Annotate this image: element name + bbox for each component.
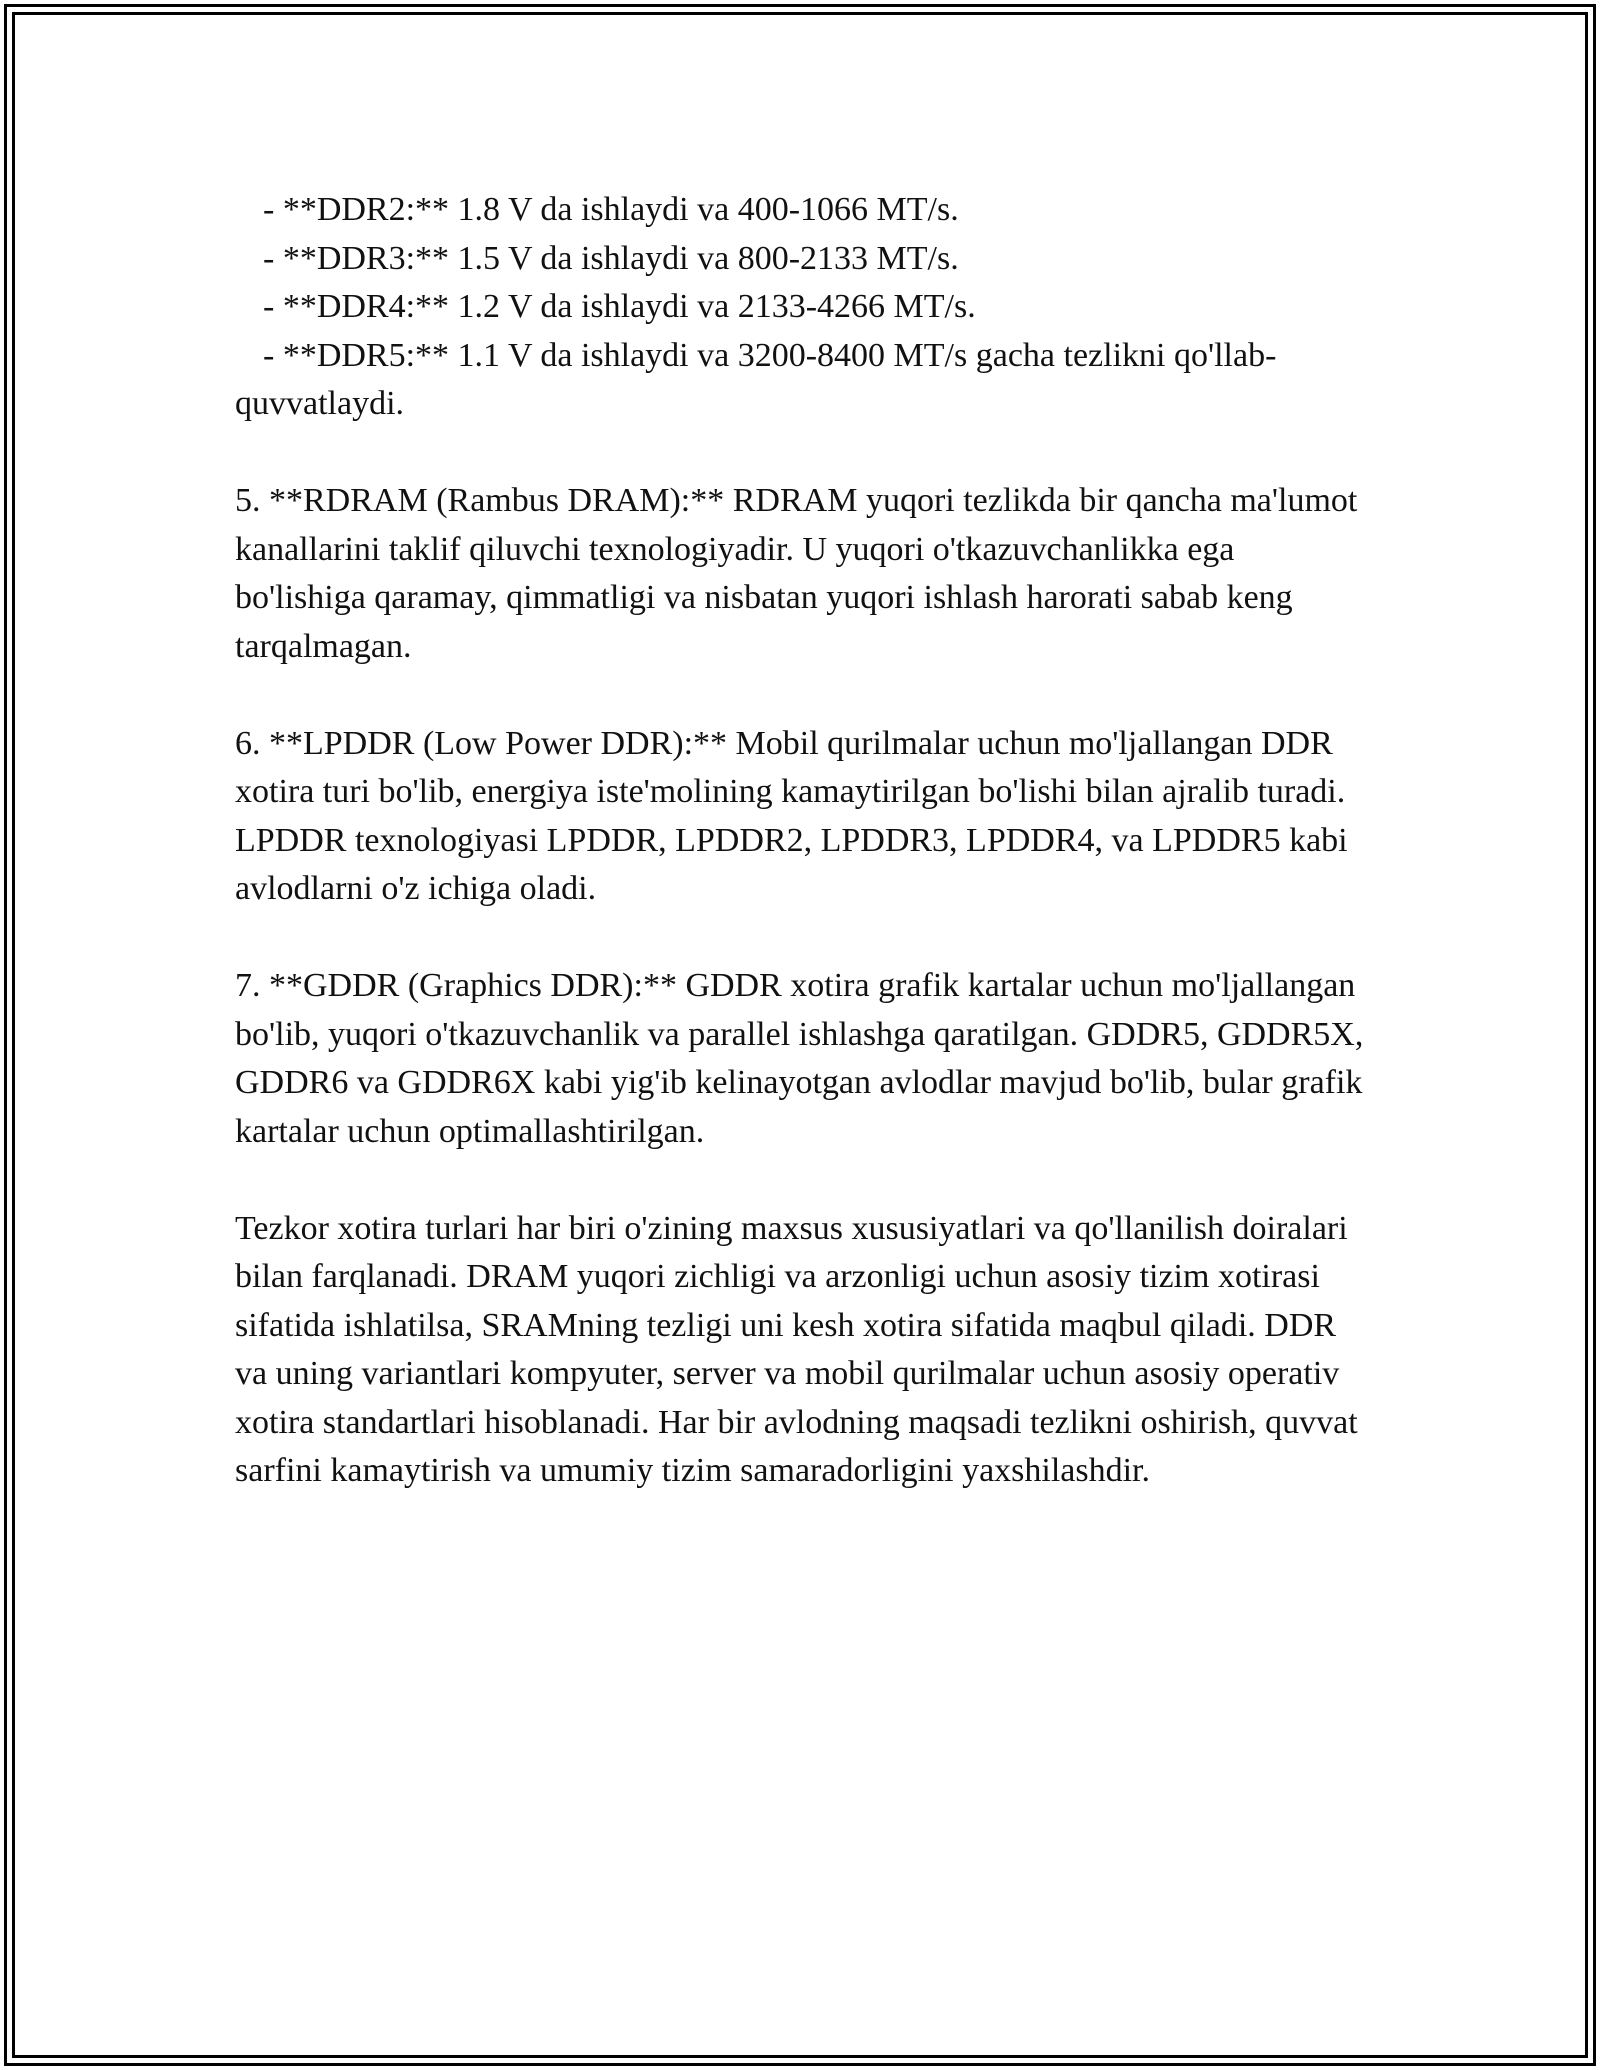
lpddr-paragraph: 6. **LPDDR (Low Power DDR):** Mobil qurilmalar uchun mo'ljallangan DDR xotira turi bo'lib, energiya iste'molining kamaytirilgan bo'lishi bilan ajralib turadi. LPDDR texnologiyasi LPDDR, LPDDR2, LPDDR3, LPDDR4, va LPDDR5 kabi avlodlarni o'z ichiga oladi. <box>235 724 1348 907</box>
ddr5-item: - **DDR5:** 1.1 V da ishlaydi va 3200-8400 MT/s gacha tezlikni qo'llab-quvvatlaydi. <box>235 336 1277 422</box>
gddr-paragraph: 7. **GDDR (Graphics DDR):** GDDR xotira grafik kartalar uchun mo'ljallangan bo'lib, yuqori o'tkazuvchanlik va parallel ishlashga qaratilgan. GDDR5, GDDR5X, GDDR6 va GDDR6X kabi yig'ib kelinayotgan avlodlar mavjud bo'lib, bular grafik kartalar uchun optimallashtirilgan. <box>235 967 1364 1150</box>
conclusion-paragraph: Tezkor xotira turlari har biri o'zining maxsus xususiyatlari va qo'llanilish doiralari bilan farqlanadi. DRAM yuqori zichligi va arzonligi uchun asosiy tizim xotirasi sifatida ishlatilsa, SRAMning tezligi uni kesh xotira sifatida maqbul qiladi. DDR va uning variantlari kompyuter, server va mobil qurilmalar uchun asosiy operativ xotira standartlari hisoblanadi. Har bir avlodning maqsadi tezlikni oshirish, quvvat sarfini kamaytirish va umumiy tizim samaradorligini yaxshilashdir. <box>235 1209 1358 1489</box>
ddr3-item: - **DDR3:** 1.5 V da ishlaydi va 800-2133 MT/s. <box>263 239 959 277</box>
ddr4-item: - **DDR4:** 1.2 V da ishlaydi va 2133-4266 MT/s. <box>263 288 976 325</box>
rdram-paragraph: 5. **RDRAM (Rambus DRAM):** RDRAM yuqori tezlikda bir qancha ma'lumot kanallarini taklif qiluvchi texnologiyadir. U yuqori o'tkazuvchanlikka ega bo'lishiga qaramay, qimmatligi va nisbatan yuqori ishlash harorati sabab keng tarqalmagan. <box>235 482 1358 665</box>
document-body <box>235 186 1365 1496</box>
ddr2-item: - **DDR2:** 1.8 V da ishlaydi va 400-1066 MT/s. <box>263 191 959 228</box>
